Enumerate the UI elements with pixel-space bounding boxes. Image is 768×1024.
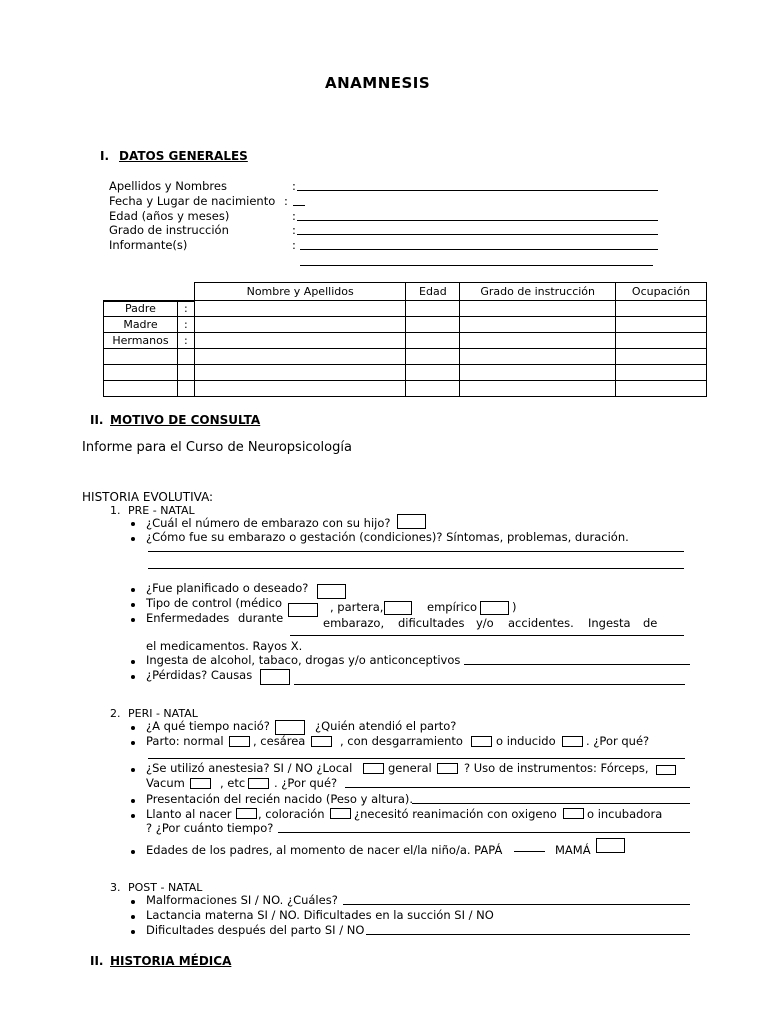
bullet xyxy=(131,618,135,622)
pre-q4-empirico-box[interactable] xyxy=(480,601,509,615)
peri-inducido-box[interactable] xyxy=(562,736,583,747)
table-row xyxy=(104,333,707,349)
section-1-number: I. xyxy=(100,149,110,163)
table-cell[interactable] xyxy=(194,349,406,365)
table-cell[interactable] xyxy=(460,349,616,365)
table-cell xyxy=(177,283,194,301)
historia-title: HISTORIA EVOLUTIVA: xyxy=(82,490,214,504)
table-row xyxy=(104,301,707,317)
table-header: Grado de instrucción xyxy=(460,283,616,301)
pre-q5-line[interactable] xyxy=(290,635,684,636)
pre-q3: ¿Fue planificado o deseado? xyxy=(146,581,309,595)
peri-q2c: , con desgarramiento xyxy=(340,734,463,748)
table-cell[interactable] xyxy=(616,381,707,397)
post-q1-line[interactable] xyxy=(343,904,690,905)
pre-q5d: dificultades xyxy=(398,616,465,630)
table-row-sep xyxy=(177,365,194,381)
table-row-label[interactable] xyxy=(104,365,178,381)
table-cell[interactable] xyxy=(460,317,616,333)
page-title: ANAMNESIS xyxy=(325,74,431,92)
peri-q2e: . ¿Por qué? xyxy=(586,734,650,748)
table-cell[interactable] xyxy=(406,349,460,365)
table-cell[interactable] xyxy=(616,333,707,349)
pre-q6: Ingesta de alcohol, tabaco, drogas y/o anticonceptivos xyxy=(146,653,461,667)
peri-q5e: ? ¿Por cuánto tiempo? xyxy=(146,821,274,835)
bullet xyxy=(131,660,135,664)
table-row-label: Padre xyxy=(104,301,178,317)
bullet xyxy=(131,850,135,854)
table-row-label[interactable] xyxy=(104,381,178,397)
section-3-title: HISTORIA MÉDICA xyxy=(110,954,232,968)
table-row-sep: : xyxy=(177,333,194,349)
peri-q5c: ¿necesitó reanimación con oxigeno xyxy=(354,807,557,821)
peri-coloracion-box[interactable] xyxy=(330,808,351,819)
pre-q4a: Tipo de control (médico xyxy=(146,596,283,610)
peri-q3c: ? Uso de instrumentos: Fórceps, xyxy=(464,761,649,775)
peri-q2b: , cesárea xyxy=(253,734,306,748)
post-q1: Malformaciones SI / NO. ¿Cuáles? xyxy=(146,893,338,907)
table-header-row xyxy=(104,283,707,301)
bullet xyxy=(131,588,135,592)
table-row xyxy=(104,317,707,333)
table-row-sep xyxy=(177,349,194,365)
peri-q5-line[interactable] xyxy=(278,832,690,833)
pre-q2-line-2[interactable] xyxy=(148,568,684,569)
pre-q4c: empírico xyxy=(427,600,478,614)
bullet xyxy=(131,768,135,772)
peri-q3f: . ¿Por qué? xyxy=(274,776,338,790)
table-cell[interactable] xyxy=(194,333,406,349)
bullet xyxy=(131,814,135,818)
section-3-number: II. xyxy=(90,954,104,968)
peri-q1b: ¿Quién atendió el parto? xyxy=(315,719,457,733)
table-row-label[interactable] xyxy=(104,349,178,365)
pre-title: PRE - NATAL xyxy=(128,504,195,517)
peri-desgarramiento-box[interactable] xyxy=(471,736,492,747)
peri-q3b: general xyxy=(388,761,432,775)
pre-q5a: Enfermedades xyxy=(146,611,230,625)
pre-q5i: el medicamentos. Rayos X. xyxy=(146,639,303,653)
peri-q1a: ¿A qué tiempo nació? xyxy=(146,719,270,733)
pre-q5g: Ingesta xyxy=(588,616,631,630)
table-cell[interactable] xyxy=(616,349,707,365)
peri-q3a: ¿Se utilizó anestesia? SI / NO ¿Local xyxy=(146,761,353,775)
table-header: Ocupación xyxy=(616,283,707,301)
table-cell[interactable] xyxy=(616,317,707,333)
pre-q5b: durante xyxy=(238,611,284,625)
table-cell xyxy=(104,283,178,301)
field-label-edad: Edad (años y meses) xyxy=(109,209,230,223)
peri-title: PERI - NATAL xyxy=(128,707,198,720)
field-line-informante-2[interactable] xyxy=(300,265,653,266)
pre-q5e: y/o xyxy=(476,616,494,630)
peri-q6a: Edades de los padres, al momento de nacer el/la niño/a. PAPÁ xyxy=(146,843,503,857)
table-cell[interactable] xyxy=(460,301,616,317)
field-label-grado: Grado de instrucción xyxy=(109,223,229,237)
table-cell[interactable] xyxy=(194,317,406,333)
peri-general-box[interactable] xyxy=(437,763,458,774)
peri-q5a: Llanto al nacer xyxy=(146,807,232,821)
motivo-text: Informe para el Curso de Neuropsicología xyxy=(82,440,352,455)
field-label-informante: Informante(s) xyxy=(109,238,188,252)
table-row xyxy=(104,365,707,381)
table-row-sep xyxy=(177,381,194,397)
table-row-sep: : xyxy=(177,317,194,333)
table-cell[interactable] xyxy=(406,365,460,381)
pre-q1: ¿Cuál el número de embarazo con su hijo? xyxy=(146,516,391,530)
table-row xyxy=(104,381,707,397)
pre-q7: ¿Pérdidas? Causas xyxy=(146,668,253,682)
peri-q3e: , etc xyxy=(220,776,246,790)
peri-q5d: o incubadora xyxy=(587,807,663,821)
pre-q3-box[interactable] xyxy=(317,584,346,599)
pre-q2-line-1[interactable] xyxy=(148,551,684,552)
pre-q5h: de xyxy=(643,616,658,630)
field-sep: : xyxy=(292,238,296,252)
family-table xyxy=(103,282,707,397)
bullet xyxy=(131,522,135,526)
bullet xyxy=(131,726,135,730)
peri-q3-line[interactable] xyxy=(345,787,690,788)
peri-mama-box[interactable] xyxy=(596,838,625,853)
peri-forceps-box[interactable] xyxy=(656,765,676,775)
peri-vacum-box[interactable] xyxy=(190,778,211,789)
peri-q4: Presentación del recién nacido (Peso y altura). xyxy=(146,792,414,806)
table-cell[interactable] xyxy=(194,365,406,381)
field-label-nombres: Apellidos y Nombres xyxy=(109,179,227,193)
table-cell[interactable] xyxy=(406,333,460,349)
section-2-number: II. xyxy=(90,413,104,427)
peri-oxigeno-box[interactable] xyxy=(563,808,584,819)
bullet xyxy=(131,603,135,607)
peri-q2a: Parto: normal xyxy=(146,734,224,748)
table-cell[interactable] xyxy=(460,365,616,381)
peri-q1-box[interactable] xyxy=(275,720,305,735)
pre-q4-partera-box[interactable] xyxy=(384,601,412,615)
post-title: POST - NATAL xyxy=(128,881,203,894)
peri-llanto-box[interactable] xyxy=(236,808,257,819)
table-row-label: Madre xyxy=(104,317,178,333)
bullet xyxy=(131,915,135,919)
table-cell[interactable] xyxy=(406,301,460,317)
table-cell[interactable] xyxy=(616,301,707,317)
field-line-nacimiento[interactable] xyxy=(293,205,305,206)
table-header: Nombre y Apellidos xyxy=(194,283,406,301)
pre-q7-box[interactable] xyxy=(260,669,290,685)
field-line-informante[interactable] xyxy=(300,249,658,250)
pre-q1-box[interactable] xyxy=(397,514,426,529)
table-cell[interactable] xyxy=(406,381,460,397)
bullet xyxy=(131,741,135,745)
table-cell[interactable] xyxy=(194,301,406,317)
bullet xyxy=(131,900,135,904)
pre-number: 1. xyxy=(110,504,121,517)
post-q3-line[interactable] xyxy=(366,934,690,935)
pre-q5c: embarazo, xyxy=(323,616,385,630)
pre-q4b: , partera, xyxy=(330,600,384,614)
table-cell[interactable] xyxy=(460,333,616,349)
bullet xyxy=(131,675,135,679)
table-cell[interactable] xyxy=(406,317,460,333)
pre-q4d: ) xyxy=(512,600,517,614)
table-header: Edad xyxy=(406,283,460,301)
post-number: 3. xyxy=(110,881,121,894)
table-cell[interactable] xyxy=(194,381,406,397)
peri-q5b: , coloración xyxy=(258,807,325,821)
table-row-sep: : xyxy=(177,301,194,317)
pre-q6-line[interactable] xyxy=(464,664,690,665)
field-line-edad[interactable] xyxy=(297,220,658,221)
pre-q2: ¿Cómo fue su embarazo o gestación (condiciones)? Síntomas, problemas, duración. xyxy=(146,530,629,544)
field-sep: : xyxy=(292,223,296,237)
peri-local-box[interactable] xyxy=(363,763,384,774)
field-sep: : xyxy=(292,179,296,193)
field-line-grado[interactable] xyxy=(297,234,658,235)
peri-q4-line[interactable] xyxy=(412,803,690,804)
peri-q2d: o inducido xyxy=(496,734,556,748)
bullet xyxy=(131,799,135,803)
peri-q2-line[interactable] xyxy=(148,758,685,759)
post-q3: Dificultades después del parto SI / NO xyxy=(146,923,365,937)
pre-q4-medico-box[interactable] xyxy=(288,603,318,617)
field-sep: : xyxy=(284,194,288,208)
peri-number: 2. xyxy=(110,707,121,720)
peri-q3d: Vacum xyxy=(146,776,185,790)
field-label-nacimiento: Fecha y Lugar de nacimiento xyxy=(109,194,276,208)
pre-q7-line[interactable] xyxy=(294,684,685,685)
table-cell[interactable] xyxy=(616,365,707,381)
peri-normal-box[interactable] xyxy=(229,736,250,747)
bullet xyxy=(131,537,135,541)
peri-q6b: MAMÁ xyxy=(555,843,591,857)
peri-cesarea-box[interactable] xyxy=(311,736,332,747)
bullet xyxy=(131,930,135,934)
field-line-nombres[interactable] xyxy=(297,190,658,191)
post-q2: Lactancia materna SI / NO. Dificultades en la succión SI / NO xyxy=(146,908,494,922)
peri-papa-box[interactable] xyxy=(514,837,545,852)
table-row xyxy=(104,349,707,365)
section-2-title: MOTIVO DE CONSULTA xyxy=(110,413,261,427)
table-row-label: Hermanos xyxy=(104,333,178,349)
section-1-title: DATOS GENERALES xyxy=(119,149,248,163)
pre-q5f: accidentes. xyxy=(508,616,574,630)
peri-etc-box[interactable] xyxy=(248,778,269,789)
field-sep: : xyxy=(292,209,296,223)
table-cell[interactable] xyxy=(460,381,616,397)
table-left-top-edge xyxy=(103,301,195,302)
